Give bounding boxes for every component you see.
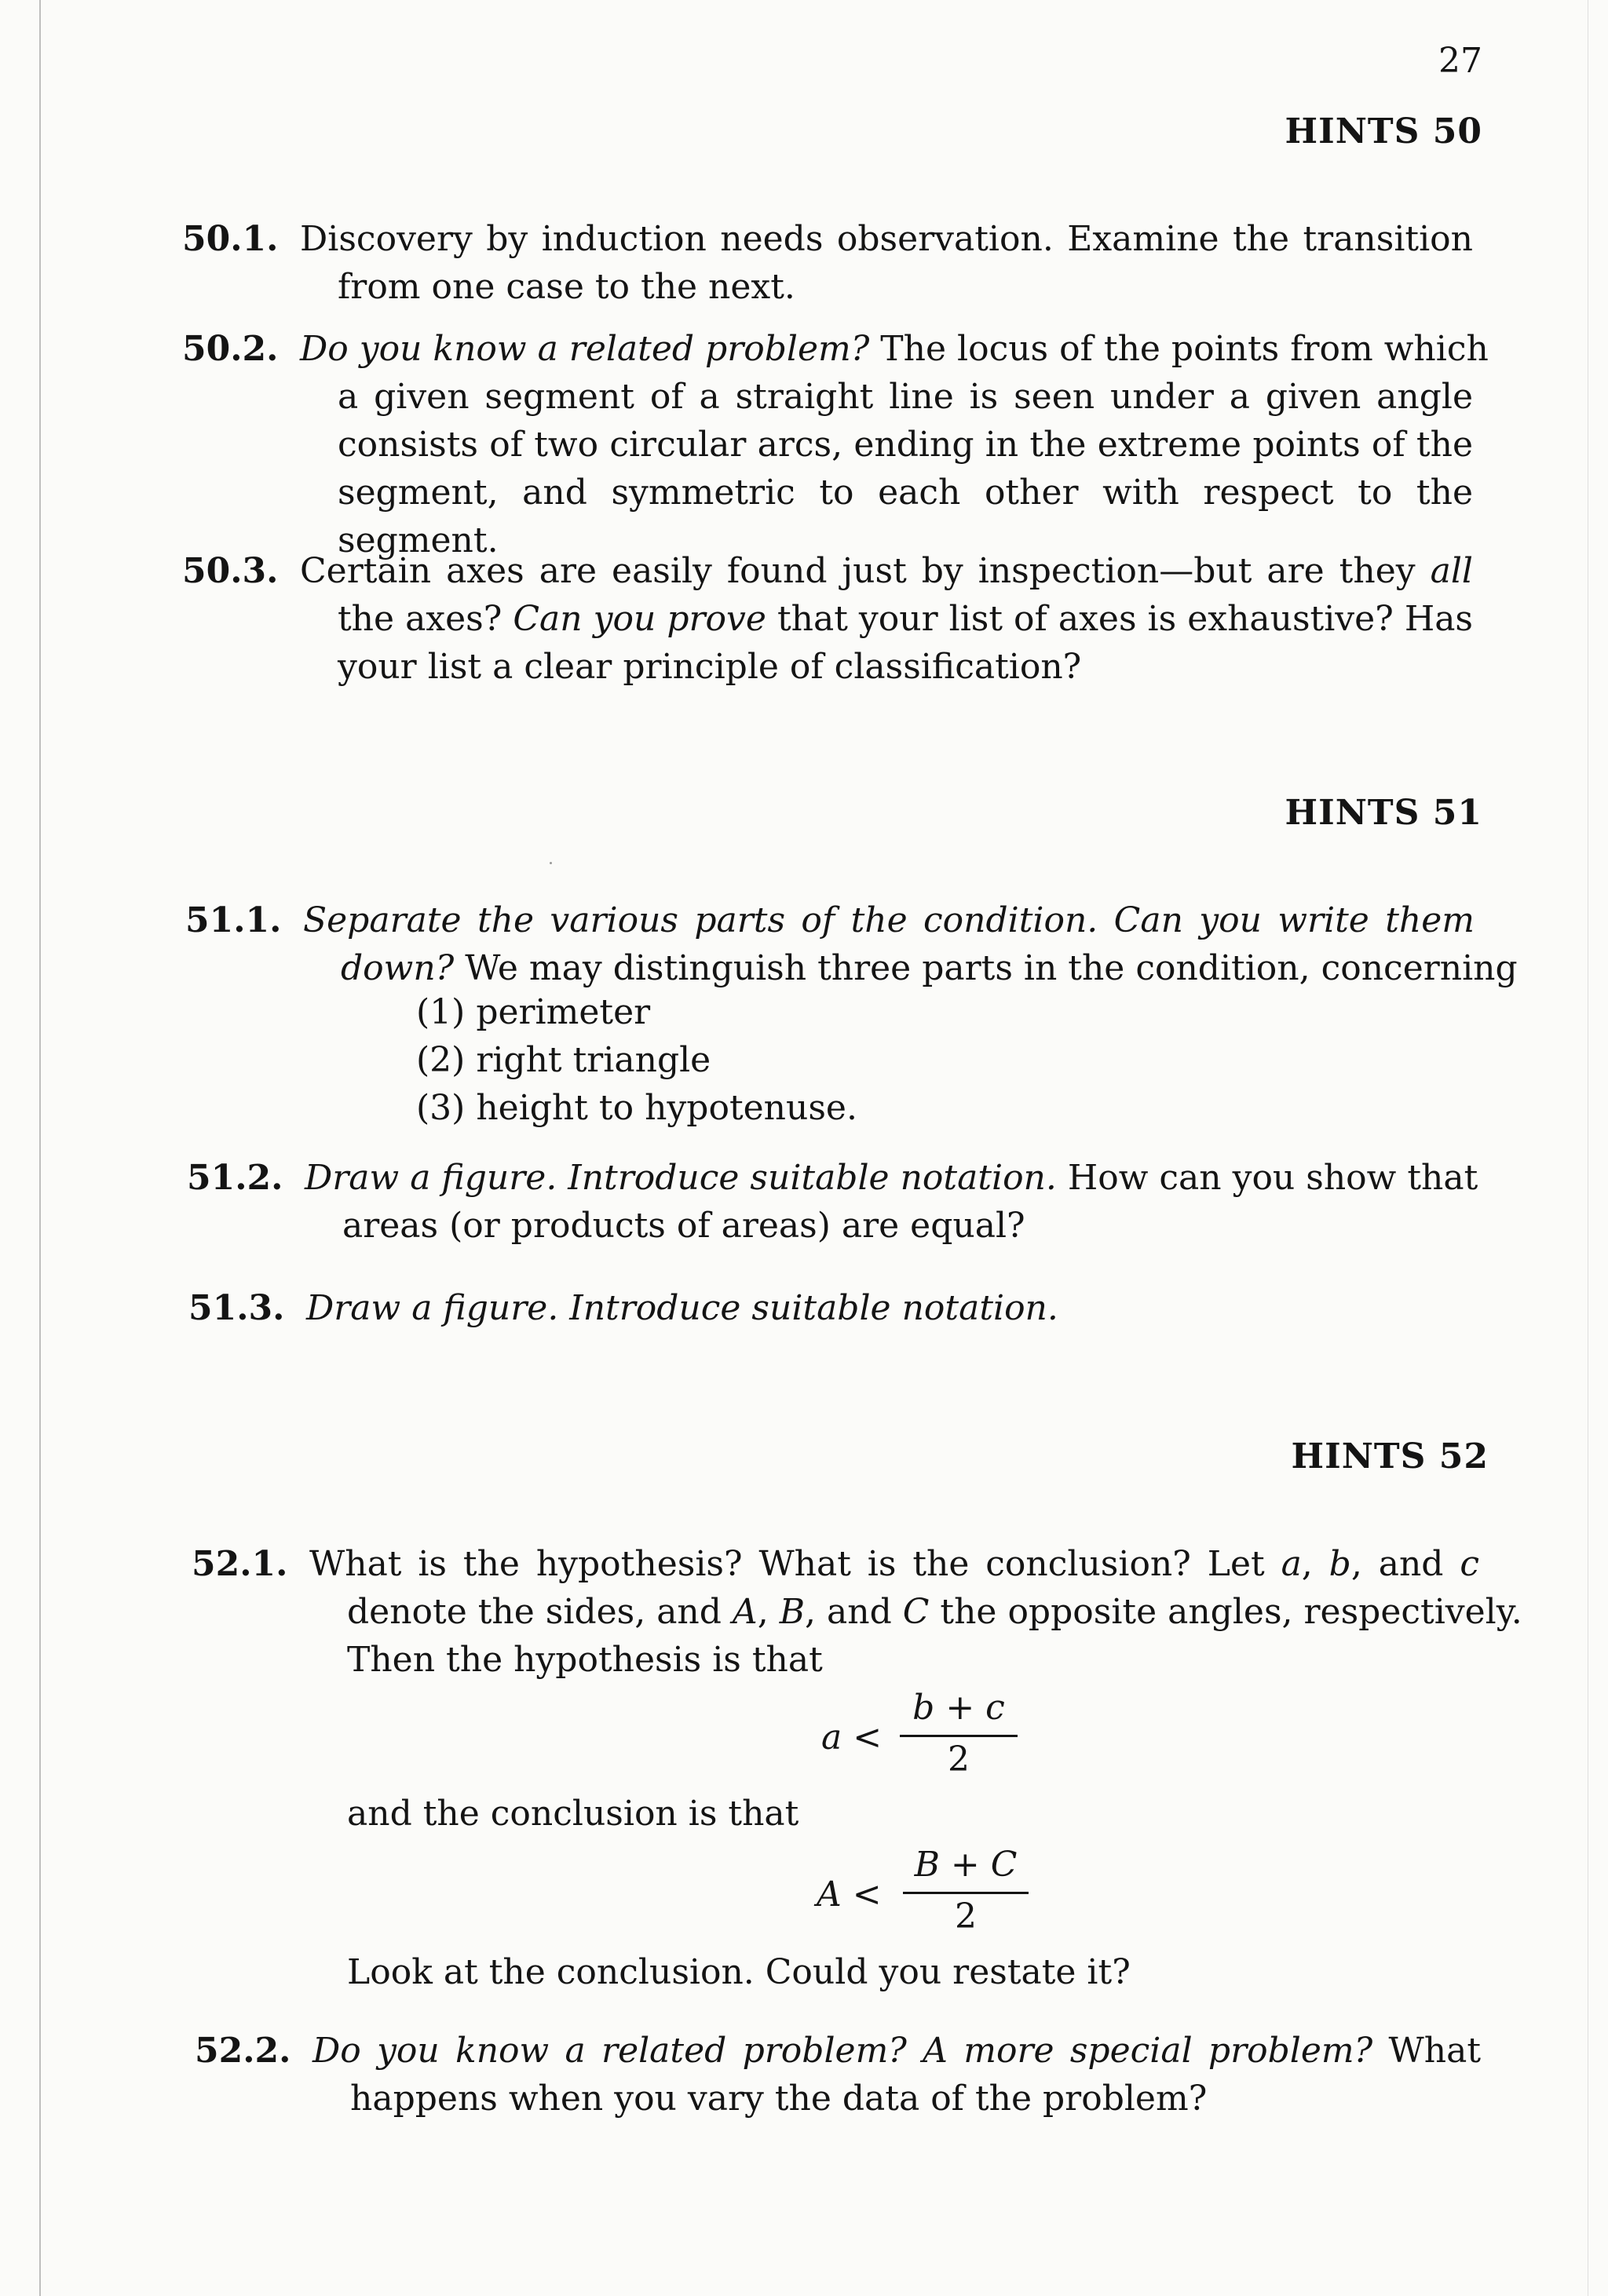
hint-italic-phrase: Do you know a related problem? — [300, 329, 870, 369]
hint-text-run: The locus of the points from which — [869, 329, 1489, 369]
hint-number: 50.2. — [182, 329, 279, 369]
hint-italic-phrase: Do you know a related problem? A more special problem? — [312, 2031, 1373, 2071]
hint-text-run: that your list of axes is exhaustive? Has — [766, 599, 1474, 639]
hint-number: 50.1. — [182, 219, 279, 259]
section-heading-hints-51: HINTS 51 — [1285, 793, 1482, 833]
hint-52-1-continued — [347, 1790, 799, 1838]
variable-c: c — [1460, 1544, 1479, 1584]
hint-italic-line: Draw a figure. Introduce suitable notation. — [306, 1288, 1058, 1328]
hint-text-line: Then the hypothesis is that — [347, 1640, 823, 1680]
hint-text-line: a given segment of a straight line is seen under a given angle — [338, 377, 1473, 417]
hint-text-run: Certain axes are easily found just by inspection—but are they — [300, 551, 1431, 591]
hint-text-line: Discovery by induction needs observation. Examine the transition — [300, 219, 1473, 259]
hint-text-run: , and — [805, 1592, 903, 1632]
hint-text-run: , — [1301, 1544, 1329, 1584]
print-speck — [550, 862, 552, 864]
hint-text-run: , and — [1350, 1544, 1460, 1584]
hint-text-run: , — [757, 1592, 780, 1632]
hint-number: 51.1. — [185, 900, 282, 940]
hint-text-run: the opposite angles, respectively. — [929, 1592, 1522, 1632]
hint-number: 50.3. — [182, 551, 279, 591]
variable-A: A — [732, 1592, 758, 1632]
fraction-bar — [903, 1892, 1029, 1894]
hint-number: 52.1. — [192, 1544, 288, 1584]
formula-lhs: A < — [817, 1874, 882, 1915]
hint-text-line: segment, and symmetric to each other with respect to the segment. — [338, 473, 1473, 560]
hint-number: 51.3. — [188, 1288, 285, 1328]
hint-italic-phrase: Can you prove — [513, 599, 766, 639]
variable-b: b — [1328, 1544, 1351, 1584]
hint-italic-phrase: Draw a figure. Introduce suitable notation. — [305, 1158, 1057, 1198]
hint-text-run: What — [1372, 2031, 1481, 2071]
hint-52-1-closing — [347, 1948, 1131, 1996]
fraction-bar — [900, 1735, 1018, 1737]
hint-text-line: Look at the conclusion. Could you restate it? — [347, 1952, 1131, 1992]
section-heading-hints-50: HINTS 50 — [1285, 111, 1482, 151]
hint-number: 51.2. — [187, 1158, 283, 1198]
condition-list-item: (3) height to hypotenuse. — [416, 1088, 857, 1128]
left-page-edge — [39, 0, 41, 2296]
hint-text-run: the axes? — [338, 599, 513, 639]
hint-text-line: from one case to the next. — [338, 267, 795, 307]
page-number: 27 — [1438, 41, 1482, 81]
hint-italic-line: Separate the various parts of the condition. Can you write them — [303, 900, 1475, 940]
hypothesis-formula — [821, 1688, 1018, 1790]
hint-italic-phrase: all — [1430, 551, 1473, 591]
conclusion-formula — [817, 1845, 1029, 1947]
hint-italic-phrase: down? — [341, 948, 455, 988]
variable-a: a — [1281, 1544, 1302, 1584]
section-heading-hints-52: HINTS 52 — [1291, 1436, 1489, 1477]
formula-denominator: 2 — [955, 1896, 977, 1936]
hint-text-run: How can you show that — [1056, 1158, 1478, 1198]
formula-lhs: a < — [821, 1717, 883, 1758]
hint-text-line: your list a clear principle of classification? — [338, 647, 1082, 687]
hint-text-line: consists of two circular arcs, ending in the extreme points of the — [338, 425, 1473, 465]
hint-text-run: We may distinguish three parts in the condition, concerning — [454, 948, 1518, 988]
formula-numerator: B + C — [914, 1845, 1018, 1885]
hint-text-line: happens when you vary the data of the problem? — [350, 2079, 1208, 2119]
hint-text-line: areas (or products of areas) are equal? — [342, 1206, 1025, 1246]
hint-text-run: What is the hypothesis? What is the conclusion? Let — [309, 1544, 1281, 1584]
variable-B: B — [779, 1592, 806, 1632]
hint-text-line: and the conclusion is that — [347, 1794, 799, 1834]
variable-C: C — [902, 1592, 930, 1632]
hint-number: 52.2. — [195, 2031, 291, 2071]
condition-list-item: (1) perimeter — [416, 992, 651, 1032]
formula-denominator: 2 — [948, 1739, 970, 1779]
condition-list-item: (2) right triangle — [416, 1040, 711, 1080]
formula-numerator: b + c — [912, 1688, 1005, 1728]
hint-text-run: denote the sides, and — [347, 1592, 733, 1632]
